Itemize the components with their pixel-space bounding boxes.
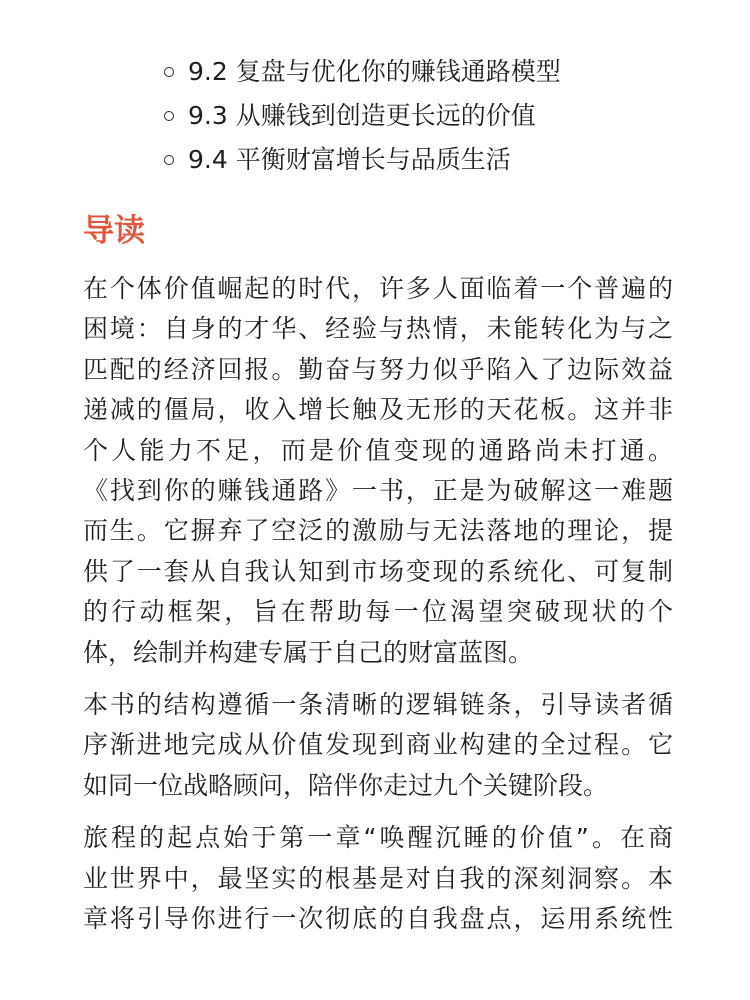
paragraph-line: 在个体价值崛起的时代，许多人面临着一个普遍的 [83, 274, 673, 303]
paragraph-line: 如同一位战略顾问，陪伴你走过九个关键阶段。 [83, 770, 609, 800]
toc-item-label: 9.3 从赚钱到创造更长远的价值 [188, 101, 536, 130]
section-title: 导读 [83, 213, 145, 249]
toc-item-label: 9.2 复盘与优化你的赚钱通路模型 [188, 57, 561, 86]
paragraph-line: 递减的僵局，收入增长触及无形的天花板。这并非 [83, 395, 673, 425]
hollow-circle-bullet-icon [164, 155, 174, 165]
paragraph-structure [83, 685, 673, 806]
paragraph-line: 章将引导你进行一次彻底的自我盘点，运用系统性 [83, 904, 673, 934]
hollow-circle-bullet-icon [164, 67, 174, 77]
paragraph-line: 序渐进地完成从价值发现到商业构建的全过程。它 [83, 730, 673, 760]
paragraph-line: 的行动框架，旨在帮助每一位渴望突破现状的个 [83, 597, 673, 627]
paragraph-line: 体，绘制并构建专属于自己的财富蓝图。 [83, 637, 534, 667]
paragraph-journey [83, 818, 673, 939]
paragraph-line: 本书的结构遵循一条清晰的逻辑链条，引导读者循 [83, 690, 673, 720]
paragraph-intro [83, 269, 673, 673]
paragraph-line: 匹配的经济回报。勤奋与努力似乎陷入了边际效益 [83, 354, 673, 384]
paragraph-line: 业世界中，最坚实的根基是对自我的深刻洞察。本 [83, 863, 673, 893]
paragraph-line: 供了一套从自我认知到市场变现的系统化、可复制 [83, 556, 673, 586]
paragraph-line: 旅程的起点始于第一章“唤醒沉睡的价值”。在商 [83, 823, 673, 853]
paragraph-line: 《找到你的赚钱通路》一书，正是为破解这一难题 [83, 476, 673, 506]
article-body [83, 269, 673, 952]
paragraph-line: 个人能力不足，而是价值变现的通路尚未打通。 [83, 435, 673, 465]
paragraph-line: 而生。它摒弃了空泛的激励与无法落地的理论，提 [83, 516, 673, 546]
toc-item-label: 9.4 平衡财富增长与品质生活 [188, 145, 511, 174]
paragraph-line: 困境：自身的才华、经验与热情，未能转化为与之 [83, 314, 673, 344]
hollow-circle-bullet-icon [164, 111, 174, 121]
